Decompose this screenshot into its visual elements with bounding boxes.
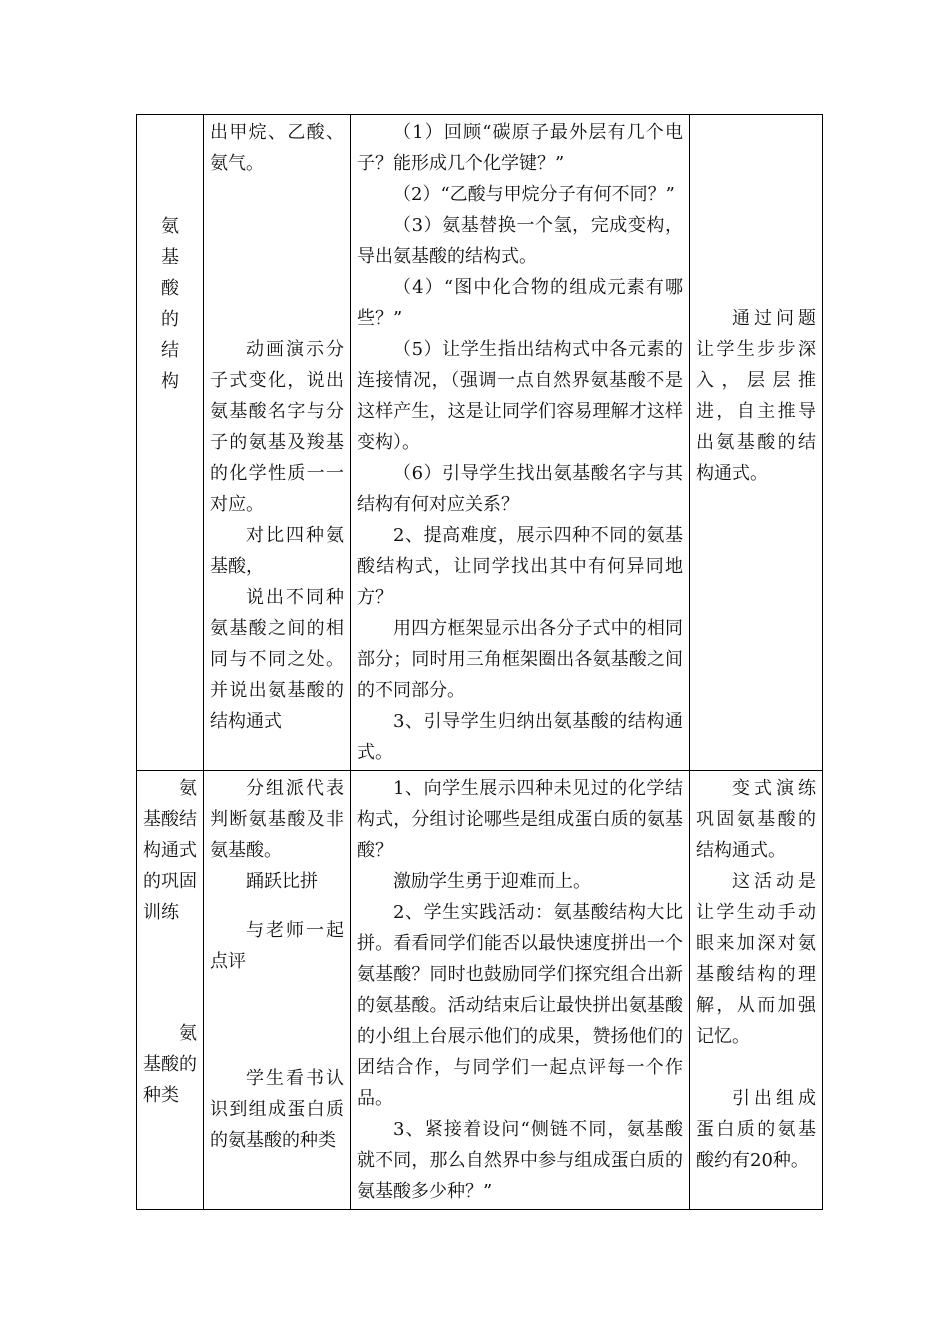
design-intent-text: 引出组成蛋白质的氨基酸约有20种。 (696, 1088, 816, 1171)
teacher-activity-text: 激励学生勇于迎难而上。 (393, 871, 591, 892)
design-intent-cell (690, 771, 823, 1210)
teacher-activity-cell (351, 771, 690, 1210)
teacher-activity-text: （5）让学生指出结构式中各元素的连接情况，（强调一点自然界氨基酸不是这样产生，这是让同学们容易理解才这样变构）。 (357, 339, 683, 453)
design-intent-text: 通过问题让学生步步深入，层层推进，自主推导出氨基酸的结构通式。 (696, 308, 816, 484)
topic-cell (137, 771, 204, 1210)
topic-cell (137, 115, 204, 771)
teacher-activity-text: 3、紧接着设问“侧链不同，氨基酸就不同，那么自然界中参与组成蛋白质的氨基酸多少种？” (357, 1119, 683, 1202)
student-activity-cell (204, 771, 351, 1210)
teacher-activity-text: （6）引导学生找出氨基酸名字与其结构有何对应关系？ (357, 463, 683, 515)
lesson-plan-table (136, 114, 823, 1210)
student-activity-text: 分组派代表判断氨基酸及非氨基酸。 (210, 778, 344, 861)
table-row (137, 115, 823, 771)
topic-label: 氨基酸的种类 (143, 1023, 197, 1106)
table-row (137, 771, 823, 1210)
student-activity-text: 动画演示分子式变化，说出氨基酸名字与分子的氨基及羧基的化学性质一一对应。 (210, 339, 344, 515)
topic-label: 氨基酸的结构 (161, 216, 179, 392)
teacher-activity-cell (351, 115, 690, 771)
student-activity-text: 说出不同种氨基酸之间的相同与不同之处。并说出氨基酸的结构通式 (210, 587, 344, 732)
teacher-activity-text: （3）氨基替换一个氢，完成变构，导出氨基酸的结构式。 (357, 215, 683, 267)
student-activity-text: 与老师一起点评 (210, 920, 344, 972)
design-intent-cell (690, 115, 823, 771)
teacher-activity-text: 用四方框架显示出各分子式中的相同部分；同时用三角框架圈出各氨基酸之间的不同部分。 (357, 618, 683, 701)
teacher-activity-text: 3、引导学生归纳出氨基酸的结构通式。 (357, 711, 683, 763)
design-intent-text: 这活动是让学生动手动眼来加深对氨基酸结构的理解，从而加强记忆。 (696, 871, 816, 1047)
topic-label: 氨基酸结构通式的巩固训练 (143, 778, 197, 923)
student-activity-cell (204, 115, 351, 771)
teacher-activity-text: （1）回顾“碳原子最外层有几个电子？能形成几个化学键？” (357, 122, 683, 174)
teacher-activity-text: 1、向学生展示四种未见过的化学结构式，分组讨论哪些是组成蛋白质的氨基酸？ (357, 778, 683, 861)
teacher-activity-text: 2、学生实践活动：氨基酸结构大比拼。看看同学们能否以最快速度拼出一个氨基酸？同时也鼓励同学们探究组合出新的氨基酸。活动结束后让最快拼出氨基酸的小组上台展示他们的成果，赞扬他们的团结合作，与同学们一起点评每一个作品。 (357, 902, 683, 1109)
student-activity-text: 学生看书认识到组成蛋白质的氨基酸的种类 (210, 1068, 344, 1151)
student-activity-text: 出甲烷、乙酸、氨气。 (210, 122, 344, 174)
teacher-activity-text: （2）“乙酸与甲烷分子有何不同？” (393, 184, 675, 205)
teacher-activity-text: （4）“图中化合物的组成元素有哪些？” (357, 277, 683, 329)
student-activity-text: 踊跃比拼 (246, 871, 318, 892)
student-activity-text: 对比四种氨基酸， (210, 525, 344, 577)
teacher-activity-text: 2、提高难度，展示四种不同的氨基酸结构式，让同学找出其中有何异同地方？ (357, 525, 683, 608)
design-intent-text: 变式演练巩固氨基酸的结构通式。 (696, 778, 816, 861)
